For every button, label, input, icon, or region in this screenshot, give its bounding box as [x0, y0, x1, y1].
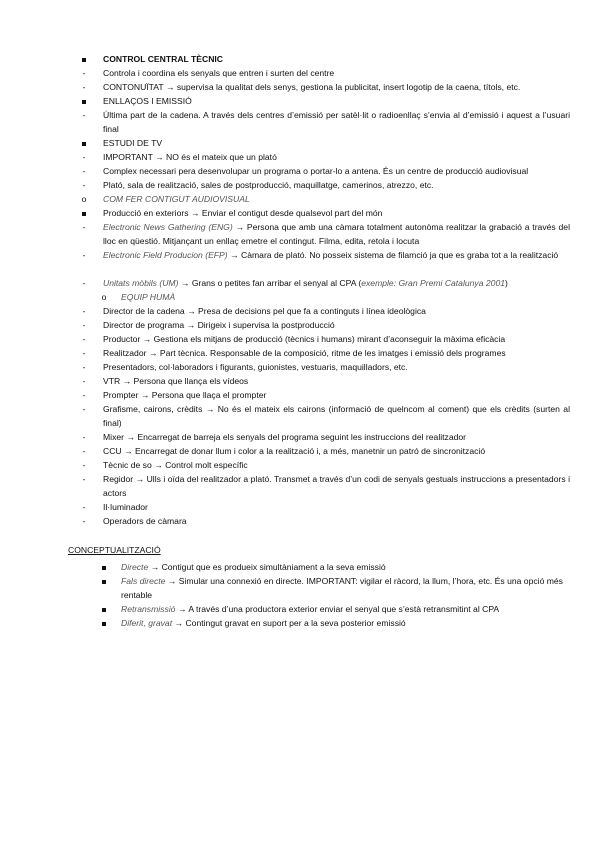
text-segment: → Persona que amb una càmara totalment autonòma realitzar la grabació a través del lloc en qüestió. Mitjançant un enllaç emetre el contingut. Filma, edita, retola i locuta: [103, 222, 570, 246]
square-bullet-icon: [98, 616, 110, 630]
text-segment: Mixer → Encarregat de barreja els senyals del programa seguint les instruccions del realitzador: [103, 432, 467, 442]
list-item: [0, 248, 600, 276]
square-bullet-icon: [78, 52, 90, 66]
dash-bullet-icon: -: [82, 446, 86, 456]
list-item: [0, 220, 600, 248]
list-item: [0, 458, 600, 472]
list-item: [0, 276, 600, 290]
dash-bullet-icon: -: [82, 152, 86, 162]
list-item-text: [103, 220, 570, 248]
list-item-text: [121, 616, 570, 630]
list-item: [0, 616, 600, 630]
dash-bullet-icon: -: [82, 110, 86, 120]
dash-bullet-icon: -: [82, 432, 86, 442]
list-item-text: [103, 276, 570, 290]
text-segment: Regidor → Ulls i oïda del realitzador a plató. Transmet a través d’un codi de senyals gestuals instruccions a presentadors i actors: [103, 474, 570, 498]
list-item: [0, 500, 600, 514]
list-item: [0, 388, 600, 402]
list-item: [0, 514, 600, 528]
list-item-text: [103, 164, 570, 178]
list-item: [0, 332, 600, 346]
dash-bullet-icon: -: [82, 166, 86, 176]
text-segment: IMPORTANT → NO és el mateix que un plató: [103, 152, 277, 162]
dash-bullet-icon: -: [82, 278, 86, 288]
dash-bullet-icon: -: [82, 474, 86, 484]
list-item: [0, 80, 600, 94]
text-segment: → Contingut gravat en suport per a la seva posterior emissió: [172, 618, 406, 628]
list-item-text: [103, 514, 570, 528]
list-item-text: [103, 332, 570, 346]
list-item: [0, 94, 600, 108]
dash-bullet-icon: -: [82, 306, 86, 316]
text-segment: Presentadors, col·laboradors i figurants, guionistes, vestuaris, maquilladors, etc.: [103, 362, 408, 372]
list-item: [0, 304, 600, 318]
text-segment: Productor → Gestiona els mitjans de producció (tècnics i humans) mirant d’aconseguir la màxima eficàcia: [103, 334, 506, 344]
text-segment: ): [505, 278, 508, 288]
text-segment: Tècnic de so → Control molt específic: [103, 460, 248, 470]
text-segment: → Simular una connexió en directe. IMPORTANT: vigilar el ràcord, la llum, l’hora, etc. És una opció més rentable: [121, 576, 563, 600]
text-segment: → Contigut que es produeix simultàniament a la seva emissió: [148, 562, 386, 572]
list-item-text: [103, 136, 570, 150]
text-segment: Complex necessari pera desenvolupar un programa o portar-lo a antena. És un centre de producció audiovisual: [103, 166, 529, 176]
square-bullet-icon: [98, 560, 110, 574]
dash-bullet-icon: -: [82, 404, 86, 414]
text-segment: Unitats mòbils (UM): [103, 278, 179, 288]
list-item-text: [103, 304, 570, 318]
dash-bullet-icon: -: [82, 250, 86, 260]
circle-bullet-icon: o: [101, 292, 107, 302]
list-item: [0, 206, 600, 220]
square-bullet-icon: [78, 206, 90, 220]
list-item-text: [103, 472, 570, 500]
dash-bullet-icon: -: [82, 82, 86, 92]
text-segment: Plató, sala de realització, sales de postproducció, maquillatge, camerinos, atrezzo, etc.: [103, 180, 434, 190]
text-segment: Director de la cadena → Presa de decisions pel que fa a continguts i línea ideològica: [103, 306, 426, 316]
dash-bullet-icon: -: [82, 348, 86, 358]
list-item-text: [103, 346, 570, 360]
text-segment: Diferit, gravat: [121, 618, 173, 628]
text-segment: CONTONUÏTAT → supervisa la qualitat dels senys, gestiona la publicitat, insert logotip de la caena, títols, etc.: [103, 82, 521, 92]
list-item: [0, 472, 600, 500]
list-item-text: [103, 80, 570, 94]
list-item: [0, 136, 600, 150]
text-segment: Grafisme, cairons, crèdits → No és el mateix els cairons (informació de quelncom al coment) que els crèdits (surten al final): [103, 404, 570, 428]
text-segment: COM FER CONTIGUT AUDIOVISUAL: [103, 194, 250, 204]
list-item: [0, 108, 600, 136]
text-segment: Última part de la cadena. A través dels centres d’emissió per satèl·lit o radioenllaç s’envia al d’emissió i aquest a l’usuari final: [103, 110, 570, 134]
text-segment: ESTUDI DE TV: [103, 138, 163, 148]
text-segment: CCU → Encarregat de donar llum i color a la realització i, a més, manetnir un patró de sincronització: [103, 446, 486, 456]
list-item: [0, 164, 600, 178]
list-item-text: [103, 150, 570, 164]
text-segment: Operadors de càmara: [103, 516, 187, 526]
list-item: [0, 150, 600, 164]
dash-bullet-icon: -: [82, 362, 86, 372]
dash-bullet-icon: -: [82, 502, 86, 512]
text-segment: Controla i coordina els senyals que entren i surten del centre: [103, 68, 335, 78]
list-item-text: [103, 458, 570, 472]
text-segment: ENLLAÇOS I EMISSIÓ: [103, 96, 192, 106]
list-item-text: [103, 52, 570, 66]
text-segment: VTR → Persona que llança els vídeos: [103, 376, 249, 386]
text-segment: Il·luminador: [103, 502, 148, 512]
dash-bullet-icon: -: [82, 68, 86, 78]
list-item-text: [103, 108, 570, 136]
section-heading: CONCEPTUALITZACIÓ: [68, 545, 161, 555]
dash-bullet-icon: -: [82, 320, 86, 330]
list-item-text: [121, 574, 570, 602]
dash-bullet-icon: -: [82, 180, 86, 190]
dash-bullet-icon: -: [82, 516, 86, 526]
list-item: [0, 346, 600, 360]
list-item: [0, 430, 600, 444]
list-item-text: [103, 402, 570, 430]
list-item: [0, 192, 600, 206]
list-item-text: [103, 444, 570, 458]
list-item-text: [103, 388, 570, 402]
list-item-text: [103, 94, 570, 108]
square-bullet-icon: [98, 574, 110, 588]
text-segment: Electronic Field Producion (EFP): [103, 250, 228, 260]
list-item-text: [121, 290, 570, 304]
text-segment: → A través d’una productora exterior enviar el senyal que s’està retransmitint al CPA: [175, 604, 500, 614]
text-segment: Retransmissió: [121, 604, 176, 614]
list-item-text: [103, 206, 570, 220]
text-segment: Fals directe: [121, 576, 166, 586]
text-segment: Prompter → Persona que llaça el prompter: [103, 390, 267, 400]
list-item: [0, 602, 600, 616]
list-item-text: [103, 178, 570, 192]
text-segment: EQUIP HUMÀ: [121, 292, 176, 302]
text-segment: Directe: [121, 562, 149, 572]
list-item-text: [121, 560, 570, 574]
list-item-text: [103, 66, 570, 80]
text-segment: → Càmara de plató. No posseix sistema de filamció ja que es graba tot a la realització: [227, 250, 559, 260]
list-item: [0, 290, 600, 304]
list-item: [0, 52, 600, 66]
square-bullet-icon: [78, 136, 90, 150]
list-item-text: [103, 192, 570, 206]
list-item: [0, 574, 600, 602]
list-item: [0, 66, 600, 80]
list-item-text: [103, 500, 570, 514]
list-item-text: [103, 360, 570, 374]
list-item: [0, 560, 600, 574]
text-segment: Realitzador → Part tècnica. Responsable de la composició, ritme de les imatges i emissió dels programes: [103, 348, 506, 358]
list-item-text: [103, 248, 570, 262]
list-item: [0, 444, 600, 458]
list-item-text: [121, 602, 570, 616]
dash-bullet-icon: -: [82, 390, 86, 400]
list-item: [0, 360, 600, 374]
square-bullet-icon: [78, 94, 90, 108]
dash-bullet-icon: -: [82, 222, 86, 232]
list-item: [0, 178, 600, 192]
text-segment: Director de programa → Dirigeix i supervisa la postproducció: [103, 320, 335, 330]
text-segment: Electronic News Gathering (ENG): [103, 222, 233, 232]
list-item: [0, 402, 600, 430]
list-item: [0, 374, 600, 388]
text-segment: CONTROL CENTRAL TÈCNIC: [103, 54, 223, 64]
dash-bullet-icon: -: [82, 334, 86, 344]
text-segment: exemple: Gran Premi Catalunya 2001: [361, 278, 506, 288]
text-segment: Producció en exteriors → Enviar el contigut desde qualsevol part del món: [103, 208, 383, 218]
square-bullet-icon: [98, 602, 110, 616]
dash-bullet-icon: -: [82, 460, 86, 470]
circle-bullet-icon: o: [81, 194, 87, 204]
list-item-text: [103, 430, 570, 444]
text-segment: → Grans o petites fan arribar el senyal al CPA (: [178, 278, 362, 288]
dash-bullet-icon: -: [82, 376, 86, 386]
list-item-text: [103, 374, 570, 388]
list-item: [0, 318, 600, 332]
list-item-text: [103, 318, 570, 332]
